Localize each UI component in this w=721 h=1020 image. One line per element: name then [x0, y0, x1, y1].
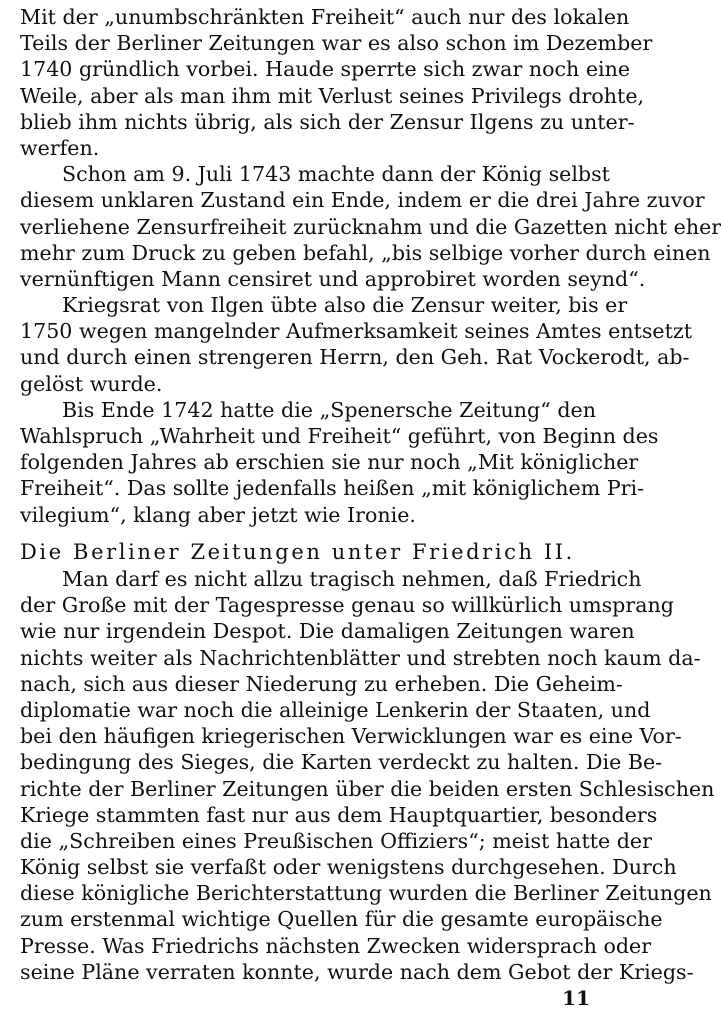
text-line: seine Pläne verraten konnte, wurde nach dem Gebot der Kriegs-: [20, 959, 694, 984]
text-line: der Große mit der Tagespresse genau so willkürlich umsprang: [20, 593, 674, 618]
text-line: Freiheit“. Das sollte jedenfalls heißen „mit königlichem Pri-: [20, 476, 645, 501]
text-line: Bis Ende 1742 hatte die „Spenersche Zeitung“ den: [62, 397, 596, 422]
text-line: bei den häufigen kriegerischen Verwicklungen war es eine Vor-: [20, 724, 682, 749]
text-line: diesem unklaren Zustand ein Ende, indem er die drei Jahre zuvor: [20, 188, 705, 213]
text-line: folgenden Jahres ab erschien sie nur noch „Mit königlicher: [20, 450, 639, 475]
text-line: richte der Berliner Zeitungen über die beiden ersten Schlesischen: [20, 776, 715, 801]
text-line: Presse. Was Friedrichs nächsten Zwecken widersprach oder: [20, 933, 652, 958]
section1-text: [20, 4, 721, 528]
text-line: Wahlspruch „Wahrheit und Freiheit“ geführt, von Beginn des: [20, 424, 659, 448]
text-line: gelöst wurde.: [20, 371, 163, 396]
page-number: 11: [562, 986, 590, 1010]
text-line: mehr zum Druck zu geben befahl, „bis selbige vorher durch einen: [20, 240, 711, 265]
text-line: Teils der Berliner Zeitungen war es also schon im Dezember: [20, 31, 653, 56]
text-line: Man darf es nicht allzu tragisch nehmen, daß Friedrich: [62, 567, 642, 591]
text-line: 1740 gründlich vorbei. Haude sperrte sich zwar noch eine: [20, 57, 631, 82]
text-line: Kriege stammten fast nur aus dem Hauptquartier, besonders: [20, 802, 658, 827]
text-line: Kriegsrat von Ilgen übte also die Zensur weiter, bis er: [62, 293, 628, 318]
text-line: bedingung des Sieges, die Karten verdeckt zu halten. Die Be-: [20, 750, 663, 775]
text-line: nichts weiter als Nachrichtenblätter und strebten noch kaum da-: [20, 645, 701, 670]
text-line: Weile, aber als man ihm mit Verlust seines Privilegs drohte,: [20, 83, 645, 108]
text-line: Mit der „unumbschränkten Freiheit“ auch nur des lokalen: [20, 5, 630, 29]
text-line: verliehene Zensurfreiheit zurücknahm und die Gazetten nicht eher: [20, 214, 721, 239]
text-line: König selbst sie verfaßt oder wenigstens durchgesehen. Durch: [20, 855, 677, 880]
text-line: nach, sich aus dieser Niederung zu erheben. Die Geheim-: [20, 671, 623, 696]
text-line: vernünftigen Mann censiret und approbiret worden seynd“.: [20, 266, 646, 291]
text-line: werfen.: [20, 135, 100, 160]
text-line: und durch einen strengeren Herrn, den Geh. Rat Vockerodt, ab-: [20, 345, 690, 370]
text-line: vilegium“, klang aber jetzt wie Ironie.: [20, 502, 416, 527]
text-line: wie nur irgendein Despot. Die damaligen Zeitungen waren: [20, 619, 635, 644]
text-line: zum erstenmal wichtige Quellen für die gesamte europäische: [20, 907, 663, 932]
text-line: die „Schreiben eines Preußischen Offiziers“; meist hatte der: [20, 828, 652, 853]
section-heading: Die Berliner Zeitungen unter Friedrich II.: [20, 540, 575, 564]
text-line: 1750 wegen mangelnder Aufmerksamkeit seines Amtes entsetzt: [20, 319, 693, 344]
text-line: diplomatie war noch die alleinige Lenkerin der Staaten, und: [20, 697, 651, 722]
text-line: Schon am 9. Juli 1743 machte dann der König selbst: [62, 162, 610, 187]
section2-text: [20, 566, 715, 985]
text-line: diese königliche Berichterstattung wurden die Berliner Zeitungen: [20, 881, 712, 906]
text-line: blieb ihm nichts übrig, als sich der Zensur Ilgens zu unter-: [20, 109, 635, 134]
